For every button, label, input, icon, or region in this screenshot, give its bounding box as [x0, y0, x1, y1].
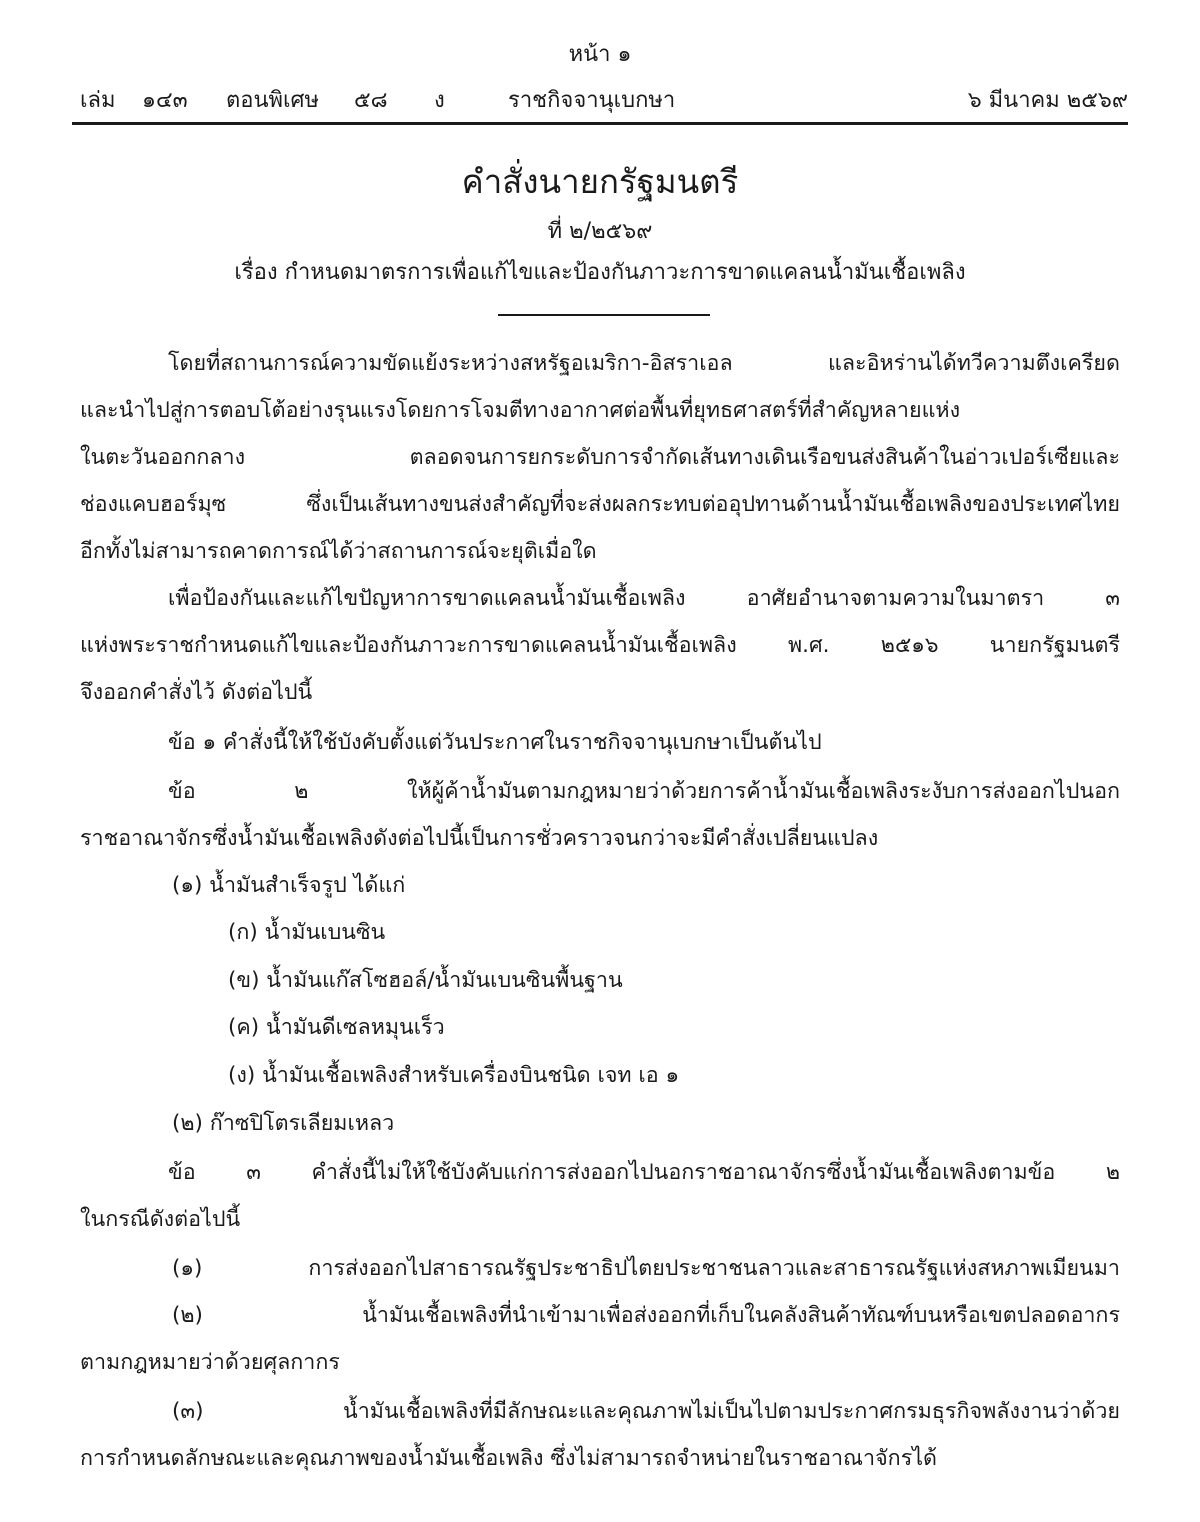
header-rule [72, 122, 1128, 125]
publication-date: ๖ มีนาคม ๒๕๖๙ [967, 88, 1128, 113]
clause-2-line-1: ข้อ ๒ ให้ผู้ค้าน้ำมันตามกฎหมายว่าด้วยการค้าน้ำมันเชื้อเพลิงระงับการส่งออกไปนอก [168, 779, 1120, 804]
title-divider [498, 314, 710, 316]
paragraph-1-line-3: ในตะวันออกกลาง ตลอดจนการยกระดับการจำกัดเส้นทางเดินเรือขนส่งสินค้าในอ่าวเปอร์เซียและ [80, 445, 1120, 470]
clause-1: ข้อ ๑ คำสั่งนี้ให้ใช้บังคับตั้งแต่วันประกาศในราชกิจจานุเบกษาเป็นต้นไป [168, 730, 822, 755]
clause-3-item-3-line-2: การกำหนดลักษณะและคุณภาพของน้ำมันเชื้อเพลิง ซึ่งไม่สามารถจำหน่ายในราชอาณาจักรได้ [80, 1446, 938, 1471]
clause-3-item-3-line-1: (๓) น้ำมันเชื้อเพลิงที่มีลักษณะและคุณภาพไม่เป็นไปตามประกาศกรมธุรกิจพลังงานว่าด้วย [172, 1399, 1120, 1424]
paragraph-1-line-2: และนำไปสู่การตอบโต้อย่างรุนแรงโดยการโจมตีทางอากาศต่อพื้นที่ยุทธศาสตร์ที่สำคัญหลายแห่ง [80, 398, 961, 423]
order-number: ที่ ๒/๒๕๖๙ [547, 219, 653, 244]
clause-2-item-1: (๑) น้ำมันสำเร็จรูป ได้แก่ [172, 873, 406, 898]
section-label: ตอนพิเศษ [226, 88, 320, 113]
paragraph-2-line-2: แห่งพระราชกำหนดแก้ไขและป้องกันภาวะการขาดแคลนน้ำมันเชื้อเพลิง พ.ศ. ๒๕๑๖ นายกรัฐมนตรี [80, 633, 1120, 658]
clause-3-line-2: ในกรณีดังต่อไปนี้ [80, 1207, 241, 1232]
volume-number: ๑๔๓ [142, 88, 188, 113]
clause-3-item-2-line-1: (๒) น้ำมันเชื้อเพลิงที่นำเข้ามาเพื่อส่งออกที่เก็บในคลังสินค้าทัณฑ์บนหรือเขตปลอดอากร [172, 1303, 1120, 1328]
clause-3-line-1: ข้อ ๓ คำสั่งนี้ไม่ให้ใช้บังคับแก่การส่งออกไปนอกราชอาณาจักรซึ่งน้ำมันเชื้อเพลิงตามข้อ ๒ [168, 1160, 1120, 1185]
paragraph-2-line-3: จึงออกคำสั่งไว้ ดังต่อไปนี้ [80, 680, 313, 705]
clause-3-item-1: (๑) การส่งออกไปสาธารณรัฐประชาธิปไตยประชาชนลาวและสาธารณรัฐแห่งสหภาพเมียนมา [172, 1256, 1120, 1281]
publication-name: ราชกิจจานุเบกษา [508, 88, 676, 113]
paragraph-1-line-5: อีกทั้งไม่สามารถคาดการณ์ได้ว่าสถานการณ์จะยุติเมื่อใด [80, 539, 597, 564]
order-subject: เรื่อง กำหนดมาตรการเพื่อแก้ไขและป้องกันภาวะการขาดแคลนน้ำมันเชื้อเพลิง [234, 260, 966, 285]
clause-2-item-1c: (ค) น้ำมันดีเซลหมุนเร็ว [228, 1015, 445, 1040]
volume-label: เล่ม [80, 88, 116, 113]
clause-2-item-1a: (ก) น้ำมันเบนซิน [228, 920, 386, 945]
clause-3-item-2-line-2: ตามกฎหมายว่าด้วยศุลกากร [80, 1350, 340, 1375]
clause-2-item-1b: (ข) น้ำมันแก๊สโซฮอล์/น้ำมันเบนซินพื้นฐาน [228, 968, 623, 993]
section-number: ๕๘ [354, 88, 388, 113]
document-title: คำสั่งนายกรัฐมนตรี [461, 162, 739, 201]
clause-2-line-2: ราชอาณาจักรซึ่งน้ำมันเชื้อเพลิงดังต่อไปนี้เป็นการชั่วคราวจนกว่าจะมีคำสั่งเปลี่ยนแปลง [80, 826, 879, 851]
section-type: ง [434, 88, 445, 113]
clause-2-item-2: (๒) ก๊าซปิโตรเลียมเหลว [172, 1111, 395, 1136]
page-number: หน้า ๑ [568, 42, 632, 67]
clause-2-item-1d: (ง) น้ำมันเชื้อเพลิงสำหรับเครื่องบินชนิด เจท เอ ๑ [228, 1063, 680, 1088]
paragraph-1-line-4: ช่องแคบฮอร์มุซ ซึ่งเป็นเส้นทางขนส่งสำคัญที่จะส่งผลกระทบต่ออุปทานด้านน้ำมันเชื้อเพลิงของประเทศไทย [80, 492, 1120, 517]
paragraph-2-line-1: เพื่อป้องกันและแก้ไขปัญหาการขาดแคลนน้ำมันเชื้อเพลิง อาศัยอำนาจตามความในมาตรา ๓ [168, 586, 1120, 611]
paragraph-1-line-1: โดยที่สถานการณ์ความขัดแย้งระหว่างสหรัฐอเมริกา-อิสราเอล และอิหร่านได้ทวีความตึงเครียด [168, 351, 1120, 376]
